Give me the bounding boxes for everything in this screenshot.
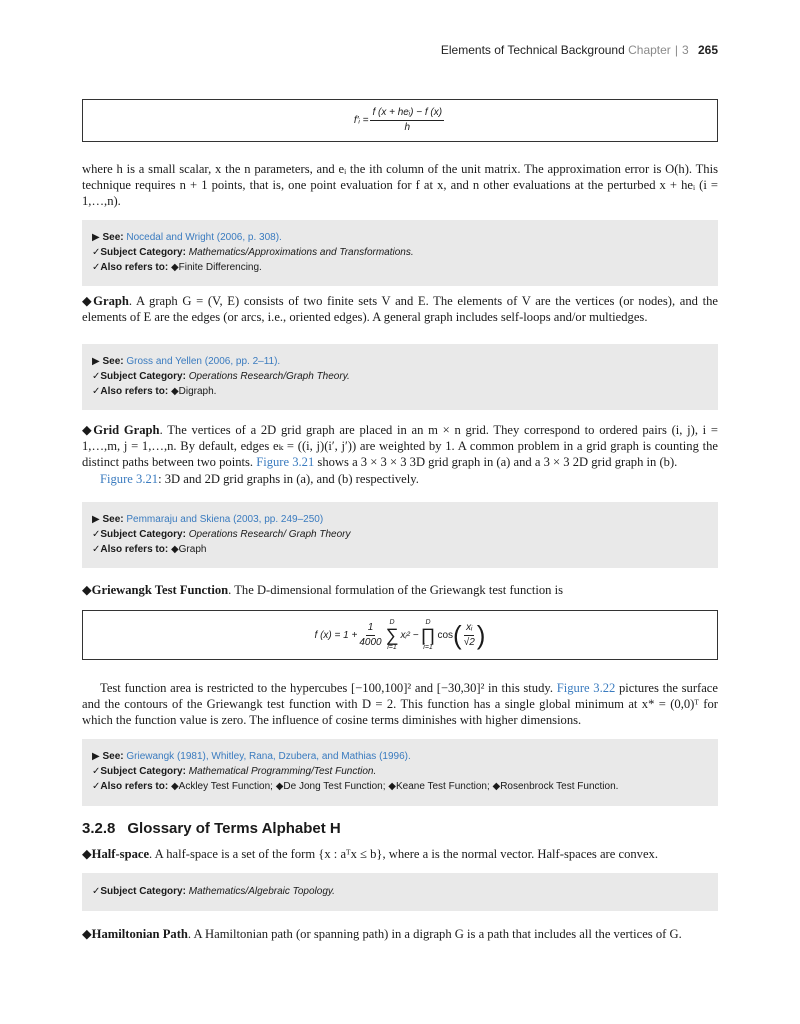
sum-operator: D ∑ i=1 — [385, 619, 399, 651]
also-refers-line: ✓Also refers to: ◆Digraph. — [92, 386, 217, 397]
formula2-expression: f (x) = 1 + $\frac{1}{4000}$ D ∑ i=1 xᵢ² − D ∏ i=1 cos ( $\frac{\text{xᵢ}}{√2}$ ) — [314, 619, 486, 651]
header-separator: | — [674, 43, 678, 57]
see-line: ▶ See: Gross and Yellen (2006, pp. 2–11). — [92, 356, 281, 367]
subject-line: ✓Subject Category: Mathematics/Algebraic Topology. — [92, 886, 335, 897]
sum-body: xᵢ² − — [400, 629, 419, 641]
paragraph-approximation-error: where h is a small scalar, x the n parameters, and eᵢ the ith column of the unit matrix. The approximation error is O(h). This technique requires n + 1 points, that is, one point evaluation for f at x, and n other evaluations at the perturbed x + heᵢ (i = 1,…,n). — [82, 162, 718, 208]
subject-line: ✓Subject Category: Operations Research/ Graph Theory — [92, 529, 351, 540]
also-refers-line: ✓Also refers to: ◆Graph — [92, 544, 207, 555]
cos-argument: $\frac{\text{xᵢ}}{√2}$ — [463, 621, 475, 648]
see-line: ▶ See: Pemmaraju and Skiena (2003, pp. 249–250) — [92, 514, 324, 525]
entry-griewangk: ◆Griewangk Test Function. The D-dimensional formulation of the Griewangk test function is — [82, 583, 563, 597]
header-chapter-word: Chapter — [628, 43, 671, 57]
caption-ref-3-21[interactable]: Figure 3.21 — [100, 472, 159, 486]
formula1-numerator: f (x + heᵢ) − f (x) — [370, 107, 444, 121]
cos-function: cos — [437, 629, 454, 641]
see-line: ▶ See: Nocedal and Wright (2006, p. 308). — [92, 232, 282, 243]
subject-line: ✓Subject Category: Mathematics/Approximations and Transformations. — [92, 247, 414, 258]
see-link[interactable]: Nocedal and Wright (2006, p. 308). — [126, 232, 282, 243]
subject-line: ✓Subject Category: Operations Research/Graph Theory. — [92, 371, 350, 382]
reference-box-grid-graph — [82, 502, 718, 568]
header-title: Elements of Technical Background — [440, 43, 625, 57]
section-heading — [82, 820, 341, 837]
running-header — [441, 43, 718, 57]
see-link[interactable]: Gross and Yellen (2006, pp. 2–11). — [126, 356, 281, 367]
reference-box-graph — [82, 344, 718, 410]
term-grid-graph: ◆Grid Graph — [82, 423, 160, 437]
formula1-denominator: h — [404, 122, 411, 133]
see-link[interactable]: Griewangk (1981), Whitley, Rana, Dzubera, and Mathias (1996). — [126, 751, 411, 762]
page-number: 265 — [697, 43, 718, 57]
figure-caption-3-21: Figure 3.21: 3D and 2D grid graphs in (a), and (b) respectively. — [100, 472, 419, 486]
term-graph: ◆Graph — [82, 294, 129, 308]
header-chapter-number: 3 — [681, 43, 689, 57]
see-line: ▶ See: Griewangk (1981), Whitley, Rana, Dzubera, and Mathias (1996). — [92, 751, 411, 762]
figure-ref-3-21[interactable]: Figure 3.21 — [256, 455, 315, 469]
entry-graph: ◆Graph. A graph G = (V, E) consists of two finite sets V and E. The elements of V are the vertices (or nodes), and the elements of E are the edges (or arcs, i.e., oriented edges). A general graph includes self-loops and/or multiedges. — [82, 294, 718, 324]
term-hamiltonian-path: ◆Hamiltonian Path — [82, 927, 188, 941]
paragraph-griewangk-area: Test function area is restricted to the hypercubes [−100,100]² and [−30,30]² in this study. Figure 3.22 pictures the surface and the contours of the Griewangk test function with D = 2. This function has a single global minimum at x* = (0,0)ᵀ for which the function value is zero. The influence of cosine terms diminishes with higher dimensions. — [82, 681, 718, 727]
see-link[interactable]: Pemmaraju and Skiena (2003, pp. 249–250) — [126, 514, 324, 525]
also-refers-line: ✓Also refers to: ◆Finite Differencing. — [92, 262, 262, 273]
subject-line: ✓Subject Category: Mathematical Programming/Test Function. — [92, 766, 377, 777]
reference-box-half-space — [82, 873, 718, 911]
also-refers-line: ✓Also refers to: ◆Ackley Test Function; ◆De Jong Test Function; ◆Keane Test Function; ◆Rosenbrock Test Function. — [92, 781, 619, 792]
term-griewangk: ◆Griewangk Test Function — [82, 583, 229, 597]
reference-box-griewangk — [82, 739, 718, 806]
section-title: Glossary of Terms Alphabet H — [127, 820, 341, 837]
finite-difference-formula — [82, 99, 718, 142]
formula2-fraction: $\frac{1}{4000}$ — [359, 621, 382, 648]
figure-ref-3-22[interactable]: Figure 3.22 — [556, 681, 616, 695]
griewangk-formula — [82, 610, 718, 660]
formula1-fraction — [370, 107, 444, 134]
entry-hamiltonian-path: ◆Hamiltonian Path. A Hamiltonian path (or spanning path) in a digraph G is a path that includes all the vertices of G. — [82, 927, 682, 941]
product-operator: D ∏ i=1 — [420, 619, 436, 651]
formula1-lhs: f′ᵢ = — [353, 115, 369, 126]
term-half-space: ◆Half-space — [82, 847, 150, 861]
entry-half-space: ◆Half-space. A half-space is a set of the form {x : aᵀx ≤ b}, where a is the normal vector. Half-spaces are convex. — [82, 847, 658, 861]
entry-grid-graph: ◆Grid Graph. The vertices of a 2D grid graph are placed in an m × n grid. They correspond to ordered pairs (i, j), i = 1,…,m, j = 1,…,n. By default, edges eₖ = ((i, j)(i′, j′)) are weighted by 1. A common problem in a grid graph is counting the distinct paths between two points. Figure 3.21 shows a 3 × 3 × 3 3D grid graph in (a) and a 3 × 3 2D grid graph in (b). — [82, 423, 718, 469]
section-number: 3.2.8 — [82, 820, 116, 837]
reference-box-finite-difference — [82, 220, 718, 286]
formula2-lhs: f (x) = 1 + — [314, 629, 358, 641]
